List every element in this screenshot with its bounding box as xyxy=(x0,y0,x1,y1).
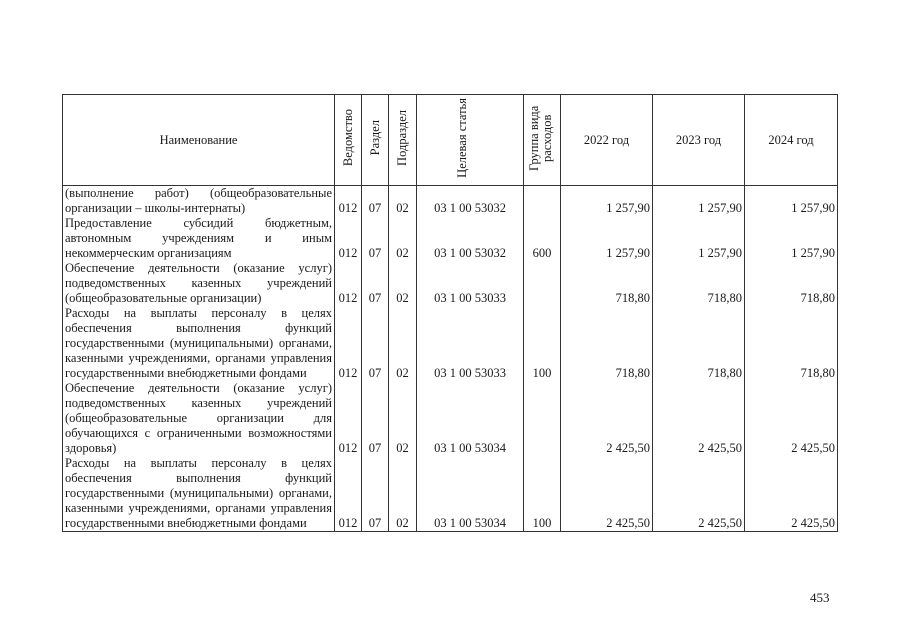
row-dept: 012 xyxy=(335,456,362,532)
row-dept: 012 xyxy=(335,306,362,381)
row-name: Предоставление субсидий бюджетным, автономным учреждениям и иным некоммерческим организациям xyxy=(63,216,335,261)
header-target: Целевая статья xyxy=(417,95,524,186)
page-number: 453 xyxy=(810,590,830,605)
row-2024: 718,80 xyxy=(745,306,838,381)
row-target: 03 1 00 53034 xyxy=(417,456,524,532)
row-2022: 1 257,90 xyxy=(561,216,653,261)
row-section: 07 xyxy=(362,381,389,456)
row-2023: 2 425,50 xyxy=(653,456,745,532)
header-2022: 2022 год xyxy=(561,95,653,186)
row-2024: 2 425,50 xyxy=(745,456,838,532)
table-row xyxy=(63,381,838,456)
row-subsection: 02 xyxy=(389,261,417,306)
row-2022: 718,80 xyxy=(561,306,653,381)
row-subsection: 02 xyxy=(389,306,417,381)
row-dept: 012 xyxy=(335,186,362,217)
row-name: Обеспечение деятельности (оказание услуг) подведомственных казенных учреждений (общеобразовательные организации для обучающихся с ограниченными возможностями здоровья) xyxy=(63,381,335,456)
header-dept: Ведомство xyxy=(335,95,362,186)
row-group: 600 xyxy=(524,216,561,261)
row-target: 03 1 00 53034 xyxy=(417,381,524,456)
row-2024: 718,80 xyxy=(745,261,838,306)
budget-table xyxy=(62,94,838,532)
row-2022: 718,80 xyxy=(561,261,653,306)
row-dept: 012 xyxy=(335,261,362,306)
row-name: Расходы на выплаты персоналу в целях обеспечения выполнения функций государственными (муниципальными) органами, казенными учреждениями, органами управления государственными внебюджетными фондами xyxy=(63,306,335,381)
row-subsection: 02 xyxy=(389,216,417,261)
table-row xyxy=(63,216,838,261)
row-group xyxy=(524,186,561,217)
row-section: 07 xyxy=(362,456,389,532)
table-row xyxy=(63,186,838,217)
row-name: (выполнение работ) (общеобразовательные организации – школы-интернаты) xyxy=(63,186,335,217)
table-header-row xyxy=(63,95,838,186)
row-2024: 1 257,90 xyxy=(745,216,838,261)
row-2022: 2 425,50 xyxy=(561,381,653,456)
row-group: 100 xyxy=(524,456,561,532)
row-2024: 2 425,50 xyxy=(745,381,838,456)
header-2024: 2024 год xyxy=(745,95,838,186)
row-2024: 1 257,90 xyxy=(745,186,838,217)
row-name: Обеспечение деятельности (оказание услуг) подведомственных казенных учреждений (общеобразовательные организации) xyxy=(63,261,335,306)
header-name: Наименование xyxy=(63,95,335,186)
row-group: 100 xyxy=(524,306,561,381)
row-2023: 718,80 xyxy=(653,306,745,381)
table-row xyxy=(63,456,838,532)
header-subsection: Подраздел xyxy=(389,95,417,186)
row-2023: 2 425,50 xyxy=(653,381,745,456)
row-subsection: 02 xyxy=(389,456,417,532)
row-section: 07 xyxy=(362,186,389,217)
table-row xyxy=(63,306,838,381)
row-section: 07 xyxy=(362,261,389,306)
row-target: 03 1 00 53032 xyxy=(417,186,524,217)
header-2023: 2023 год xyxy=(653,95,745,186)
row-group xyxy=(524,381,561,456)
row-section: 07 xyxy=(362,306,389,381)
table-row xyxy=(63,261,838,306)
row-2022: 2 425,50 xyxy=(561,456,653,532)
row-subsection: 02 xyxy=(389,186,417,217)
row-2023: 1 257,90 xyxy=(653,216,745,261)
header-group: Группа вида расходов xyxy=(524,95,561,186)
row-2022: 1 257,90 xyxy=(561,186,653,217)
row-target: 03 1 00 53032 xyxy=(417,216,524,261)
row-2023: 718,80 xyxy=(653,261,745,306)
row-group xyxy=(524,261,561,306)
row-2023: 1 257,90 xyxy=(653,186,745,217)
row-subsection: 02 xyxy=(389,381,417,456)
row-dept: 012 xyxy=(335,216,362,261)
row-target: 03 1 00 53033 xyxy=(417,306,524,381)
row-section: 07 xyxy=(362,216,389,261)
row-target: 03 1 00 53033 xyxy=(417,261,524,306)
row-name: Расходы на выплаты персоналу в целях обеспечения выполнения функций государственными (муниципальными) органами, казенными учреждениями, органами управления государственными внебюджетными фондами xyxy=(63,456,335,532)
row-dept: 012 xyxy=(335,381,362,456)
header-section: Раздел xyxy=(362,95,389,186)
